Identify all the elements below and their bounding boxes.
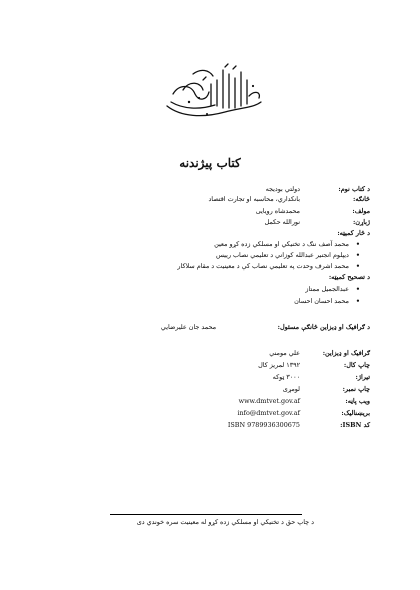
isbn-label: کد ISBN:: [340, 421, 370, 429]
email-label: بریښنالیک:: [341, 409, 370, 417]
copyright-notice: د چاپ حق د تخنیکي او مسلکي زده کړو له معینیت سره خوندي دی: [136, 518, 314, 526]
page-title: کتاب پیژندنه: [179, 156, 241, 170]
review-member-1: • محمد آصف ننګ د تخنیکي او مسلکي زده کړو معین: [214, 240, 360, 249]
email-row: [237, 409, 370, 418]
department-row: [208, 195, 370, 204]
book-name-value: دولتي بودیجه: [265, 185, 300, 193]
circulation-label: تیراژ:: [355, 373, 370, 381]
print-number-row: [282, 385, 370, 394]
graphics-designer-label: ګرافیک او ډیزاین:: [322, 349, 370, 357]
translator-row: [264, 218, 370, 227]
department-label: څانګه:: [353, 195, 370, 203]
website-link[interactable]: www.dmtvet.gov.af: [238, 397, 300, 405]
isbn-value: ISBN 9789936300675: [227, 421, 300, 429]
book-name-row: [265, 185, 370, 194]
book-name-label: د کتاب نوم:: [338, 185, 370, 193]
author-value: محمدشاه رویایی: [255, 207, 300, 215]
graphics-designer-row: [269, 349, 370, 358]
isbn-row: [227, 421, 370, 430]
email-link[interactable]: info@dmtvet.gov.af: [237, 409, 300, 417]
correction-committee-label: د تصحیح کمیټه:: [328, 273, 370, 281]
circulation-row: [272, 373, 370, 382]
correction-member-1: • عبدالجمیل ممتاز: [305, 285, 360, 294]
website-label: ویب پاڼه:: [345, 397, 370, 405]
graphics-supervisor-label: د ګرافیک او ډیزاین څانګې مسئول:: [277, 323, 370, 331]
correction-committee-heading: [329, 273, 370, 282]
department-value: بانکداري، محاسبه او تجارت اقتصاد: [208, 195, 300, 203]
website-row: [238, 397, 370, 406]
footer-divider: [110, 514, 302, 515]
graphics-designer-value: علي مومني: [269, 349, 300, 357]
print-number-label: چاپ نمبر:: [342, 385, 370, 393]
circulation-value: ۳۰۰۰ ټوکه: [272, 373, 300, 381]
print-year-value: ۱۳۹۲ لمریز کال: [258, 361, 300, 369]
review-member-2: • دیپلوم انجنیر عبدالله کوزاني د تعلیمي نصاب رییس: [216, 251, 360, 260]
review-member-3: • محمد اشرف وحدت په تعلیمي نصاب کې د معینیت د مقام سلاکار: [177, 262, 360, 271]
translator-value: نورالله حکمل: [264, 218, 300, 226]
author-row: [255, 207, 370, 216]
review-committee-heading: [337, 229, 370, 238]
graphics-supervisor-row: [160, 323, 370, 332]
correction-member-2: • محمد احسان احسان: [294, 297, 360, 306]
translator-label: ژباړن:: [352, 218, 370, 226]
bismillah-calligraphy: [163, 62, 265, 122]
review-committee-label: د څار کمیټه:: [337, 229, 370, 237]
print-year-label: چاپ کال:: [343, 361, 370, 369]
author-label: مولف:: [352, 207, 370, 215]
graphics-supervisor-value: محمد جان علیرضایي: [160, 323, 216, 331]
print-year-row: [258, 361, 370, 370]
print-number-value: لومړی: [282, 385, 300, 393]
